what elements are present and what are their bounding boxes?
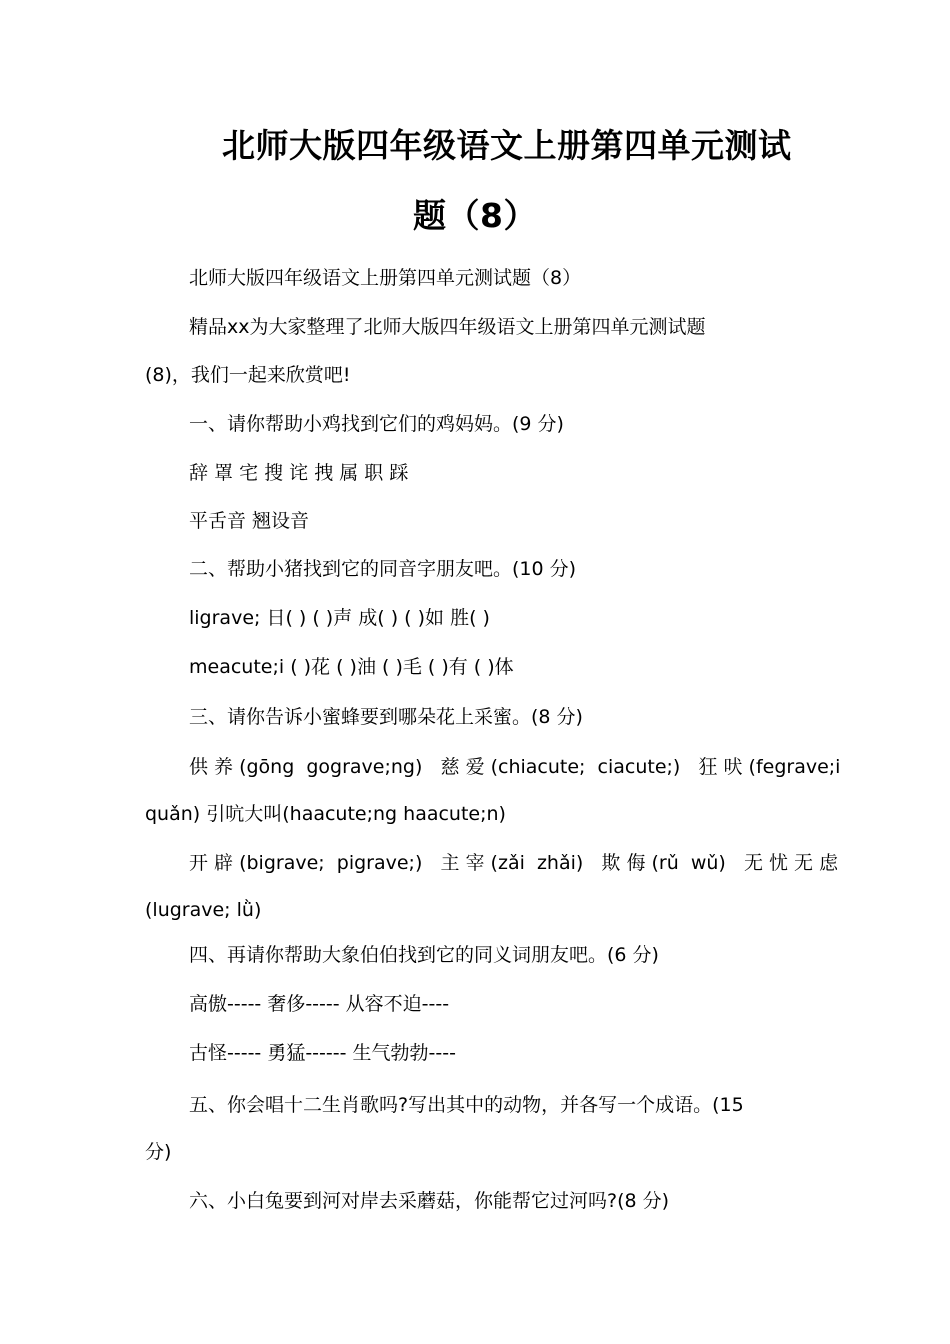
question-4-row-2: 古怪----- 勇猛------ 生气勃勃---- (189, 1042, 456, 1064)
question-3-row-2: 开 辟 (bigrave; pigrave;) 主 宰 (zǎi zhǎi) 欺 侮 (rǔ wǔ) 无 忧 无 虑 (189, 852, 839, 874)
question-1-characters: 辞 罩 宅 搜 诧 拽 属 职 踩 (189, 462, 409, 484)
question-3-row-1: 供 养 (gōng gograve;ng) 慈 爱 (chiacute; ciacute;) 狂 吠 (fegrave;i (189, 756, 841, 778)
question-2-row-2: meacute;i ( )花 ( )油 ( )毛 ( )有 ( )体 (189, 656, 514, 678)
question-2-row-1: ligrave; 日( ) ( )声 成( ) ( )如 胜( ) (189, 607, 490, 629)
question-3-row-1-cont: quǎn) 引吭大叫(haacute;ng haacute;n) (145, 803, 506, 825)
paragraph-intro-cont: (8)，我们一起来欣赏吧! (145, 364, 351, 386)
question-2-heading: 二、帮助小猪找到它的同音字朋友吧。(10 分) (189, 558, 577, 580)
question-3-row-2-cont: (lugrave; lǜ) (145, 899, 262, 921)
question-5-heading-cont: 分) (145, 1141, 172, 1163)
document-title-line-2: 题（8） (413, 196, 537, 235)
question-5-heading: 五、你会唱十二生肖歌吗?写出其中的动物，并各写一个成语。(15 (189, 1094, 744, 1116)
document-title-line-1: 北师大版四年级语文上册第四单元测试 (222, 126, 792, 165)
question-3-heading: 三、请你告诉小蜜蜂要到哪朵花上采蜜。(8 分) (189, 706, 583, 728)
question-1-heading: 一、请你帮助小鸡找到它们的鸡妈妈。(9 分) (189, 413, 564, 435)
paragraph-intro: 精品xx为大家整理了北师大版四年级语文上册第四单元测试题 (189, 316, 706, 338)
question-4-row-1: 高傲----- 奢侈----- 从容不迫---- (189, 993, 450, 1015)
question-4-heading: 四、再请你帮助大象伯伯找到它的同义词朋友吧。(6 分) (189, 944, 659, 966)
question-1-categories: 平舌音 翘设音 (189, 510, 310, 532)
question-6-heading: 六、小白兔要到河对岸去采蘑菇，你能帮它过河吗?(8 分) (189, 1190, 670, 1212)
paragraph-subtitle: 北师大版四年级语文上册第四单元测试题（8） (189, 267, 582, 289)
